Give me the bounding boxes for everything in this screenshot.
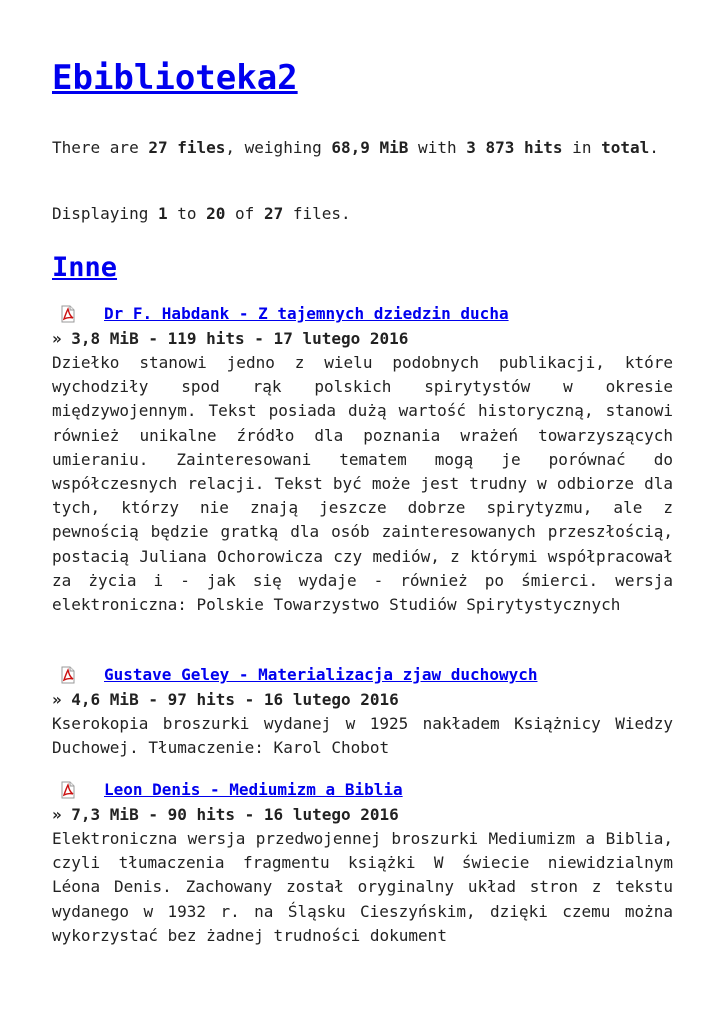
summary-file-count: 27 files xyxy=(148,138,226,157)
file-link[interactable]: Gustave Geley - Materializacja zjaw duchowych xyxy=(104,665,538,684)
pdf-icon xyxy=(60,781,76,799)
displaying-prefix: Displaying xyxy=(52,204,158,223)
displaying-to: 20 xyxy=(206,204,226,223)
summary-end: . xyxy=(649,138,659,157)
file-meta: » 7,3 MiB - 90 hits - 16 lutego 2016 xyxy=(52,805,399,824)
displaying-to-word: to xyxy=(167,204,207,223)
displaying-count: 27 xyxy=(263,204,284,223)
file-description: Elektroniczna wersja przedwojennej broszurki Mediumizm a Biblia, czyli tłumaczenia fragmentu książki W świecie niewidzialnym Léona Denis. Zachowany został oryginalny układ stron z tekstu wydanego w 1932 r. na Śląsku Cieszyńskim, dzięki czemu można wykorzystać bez żadnej trudności dokument xyxy=(52,829,673,945)
files-summary xyxy=(52,135,673,160)
file-link[interactable]: Leon Denis - Mediumizm a Biblia xyxy=(104,780,403,799)
summary-total: total xyxy=(601,138,650,157)
summary-mid1: , weighing xyxy=(225,138,332,157)
displaying-from: 1 xyxy=(157,204,168,223)
displaying-suffix: files. xyxy=(283,204,351,223)
file-entry xyxy=(52,777,673,948)
summary-hits: 3 873 hits xyxy=(466,138,563,157)
pdf-icon xyxy=(60,305,76,323)
pagination-summary xyxy=(52,201,351,226)
file-description: Dziełko stanowi jedno z wielu podobnych publikacji, które wychodziły spod rąk polskich spirytystów w okresie międzywojennym. Tekst posiada dużą wartość historyczną, stanowi również unikalne źródło dla poznania wrażeń towarzyszących umieraniu. Zainteresowani tematem mogą je porównać do współczesnych relacji. Tekst być może jest trudny w odbiorze dla tych, którzy nie znają jeszcze dobrze spirytyzmu, ale z pewnością będzie gratką dla osób zainteresowanych przeszłością, postacią Juliana Ochorowicza czy mediów, z którymi współpracował za życia i - jak się wydaje - również po śmierci. wersja elektroniczna: Polskie Towarzystwo Studiów Spirytystycznych xyxy=(52,353,673,615)
summary-mid2: with xyxy=(408,138,467,157)
summary-mid3: in xyxy=(562,138,602,157)
file-meta: » 3,8 MiB - 119 hits - 17 lutego 2016 xyxy=(52,329,409,348)
file-entry-header xyxy=(52,777,673,802)
summary-size: 68,9 MiB xyxy=(331,138,409,157)
file-meta: » 4,6 MiB - 97 hits - 16 lutego 2016 xyxy=(52,690,399,709)
category-heading xyxy=(52,248,117,288)
file-entry-header xyxy=(52,301,673,326)
file-description: Kserokopia broszurki wydanej w 1925 nakładem Książnicy Wiedzy Duchowej. Tłumaczenie: Karol Chobot xyxy=(52,714,673,758)
displaying-of-word: of xyxy=(225,204,264,223)
summary-prefix: There are xyxy=(52,138,149,157)
site-title xyxy=(52,56,298,100)
site-title-link[interactable]: Ebiblioteka2 xyxy=(52,58,298,98)
category-link[interactable]: Inne xyxy=(52,252,118,283)
file-entry-header xyxy=(52,662,673,687)
file-entry xyxy=(52,662,673,760)
file-link[interactable]: Dr F. Habdank - Z tajemnych dziedzin ducha xyxy=(104,304,509,323)
pdf-icon xyxy=(60,666,76,684)
file-entry xyxy=(52,301,673,617)
